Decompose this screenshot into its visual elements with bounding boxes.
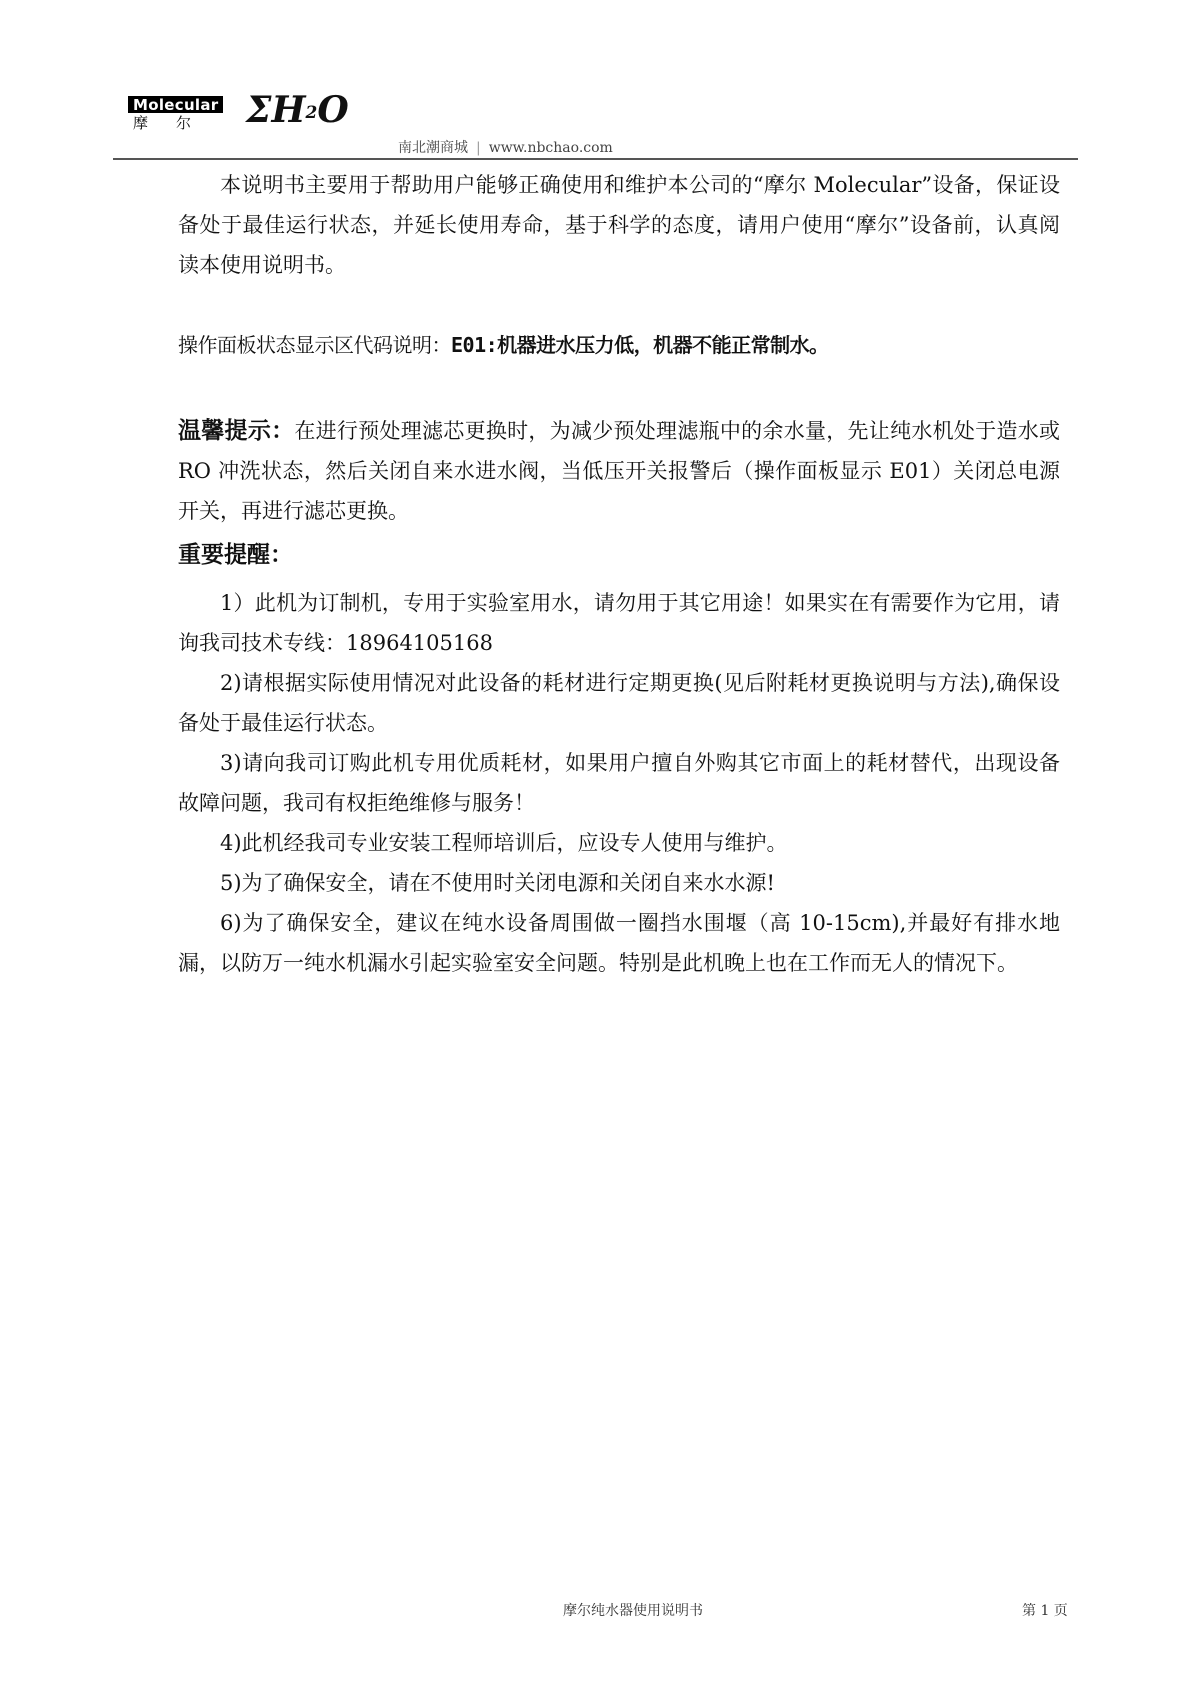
reminder-item-1: 1）此机为订制机，专用于实验室用水，请勿用于其它用途！如果实在有需要作为它用，请询我司技术专线：18964105168 [178, 591, 1060, 655]
footer-page-number: 第 1 页 [1022, 1603, 1068, 1619]
header-divider [113, 158, 1078, 160]
header-separator: | [476, 140, 481, 156]
reminders-heading: 重要提醒： [178, 542, 293, 568]
code-note-label: 操作面板状态显示区代码说明： [178, 333, 451, 357]
error-code-description: 机器进水压力低，机器不能正常制水。 [497, 333, 829, 357]
reminder-item-2: 2)请根据实际使用情况对此设备的耗材进行定期更换(见后附耗材更换说明与方法),确保设备处于最佳运行状态。 [178, 671, 1060, 735]
tip-paragraph [178, 411, 1060, 531]
logo-sigma-h2o-icon [246, 90, 349, 133]
error-code-note [178, 325, 1060, 365]
intro-paragraph: 本说明书主要用于帮助用户能够正确使用和维护本公司的“摩尔 Molecular”设备，保证设备处于最佳运行状态，并延长使用寿命，基于科学的态度，请用户使用“摩尔”设备前，认真阅读本使用说明书。 [178, 173, 1060, 277]
reminders-list [178, 583, 1060, 983]
document-body [178, 165, 1060, 983]
tip-heading: 温馨提示： [178, 418, 295, 444]
spacer [178, 365, 1060, 411]
reminder-item-4: 4)此机经我司专业安装工程师培训后，应设专人使用与维护。 [220, 831, 788, 855]
logo-cn-name [133, 115, 191, 131]
tip-text: 在进行预处理滤芯更换时，为减少预处理滤瓶中的余水量，先让纯水机处于造水或 RO 冲洗状态，然后关闭自来水进水阀，当低压开关报警后（操作面板显示 E01）关闭总电源开关，再进行滤芯更换。 [178, 419, 1060, 523]
reminder-item-5: 5)为了确保安全，请在不使用时关闭电源和关闭自来水水源! [220, 871, 775, 895]
spacer [178, 575, 1060, 583]
reminder-item-6: 6)为了确保安全，建议在纯水设备周围做一圈挡水围堰（高 10-15cm),并最好有排水地漏，以防万一纯水机漏水引起实验室安全问题。特别是此机晚上也在工作而无人的情况下。 [178, 911, 1060, 975]
error-code: E01: [451, 333, 498, 357]
o-glyph: O [317, 89, 349, 131]
site-name: 南北潮商城 [398, 140, 468, 156]
sigma-glyph: Σ [246, 89, 272, 131]
logo-cn-char-1: 摩 [133, 114, 149, 132]
logo-wordmark: Molecular [128, 96, 223, 113]
h-glyph: H [271, 89, 306, 131]
footer-doc-title: 摩尔纯水器使用说明书 [563, 1603, 703, 1619]
page-header [113, 88, 1078, 160]
logo-cn-char-2: 尔 [176, 114, 192, 132]
header-site-info [398, 137, 613, 157]
subscript-2: 2 [305, 103, 318, 123]
reminder-item-3: 3)请向我司订购此机专用优质耗材，如果用户擅自外购其它市面上的耗材替代，出现设备故障问题，我司有权拒绝维修与服务！ [178, 751, 1060, 815]
site-url: www.nbchao.com [488, 140, 613, 156]
spacer [178, 285, 1060, 325]
